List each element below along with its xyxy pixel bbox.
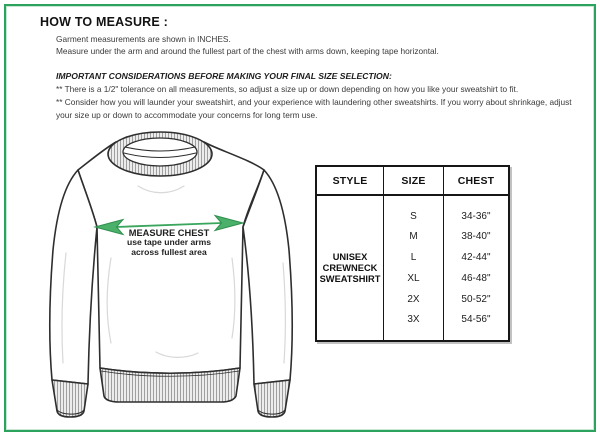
sweatshirt-illustration: [36, 128, 302, 426]
sweatshirt-line-art: [36, 128, 302, 426]
column-header-chest: CHEST: [444, 167, 508, 196]
chest-value: 54-56": [461, 314, 491, 326]
intro-line: Garment measurements are shown in INCHES.: [56, 34, 231, 44]
size-value: XL: [407, 272, 420, 284]
style-line: SWEATSHIRT: [319, 273, 381, 284]
collar-opening: [123, 138, 197, 166]
size-value: S: [410, 210, 417, 222]
chest-column: [443, 167, 508, 340]
chest-value: 34-36": [461, 210, 491, 222]
size-values: [384, 196, 443, 340]
style-line: UNISEX: [332, 251, 368, 262]
intro-line: Measure under the arm and around the fullest part of the chest with arms down, keeping tape horizontal.: [56, 46, 439, 56]
size-value: 3X: [407, 314, 420, 326]
page-title: HOW TO MEASURE :: [40, 15, 168, 29]
considerations-heading: IMPORTANT CONSIDERATIONS BEFORE MAKING YOUR FINAL SIZE SELECTION:: [56, 71, 392, 81]
chest-value: 46-48": [461, 272, 491, 284]
size-column: [383, 167, 443, 340]
left-sleeve: [50, 170, 97, 384]
chest-value: 42-44": [461, 252, 491, 264]
measure-label-line: use tape under arms: [126, 237, 212, 247]
body-outline: [78, 142, 264, 373]
size-value: M: [409, 231, 418, 243]
measure-chest-label: [97, 228, 241, 257]
size-value: 2X: [407, 293, 420, 305]
size-value: L: [410, 252, 417, 264]
chest-values: [444, 196, 508, 340]
measure-label-line: across fullest area: [131, 246, 207, 257]
style-column: [317, 167, 383, 340]
note-line: ** There is a 1/2" tolerance on all measurements, so adjust a size up or down depending on how you like your sweatshirt to fit.: [56, 84, 519, 94]
size-chart-table: [315, 165, 510, 342]
chest-value: 38-40": [461, 231, 491, 243]
considerations-section: [56, 70, 584, 122]
style-line: CREWNECK: [322, 262, 378, 273]
intro-text: [56, 33, 586, 57]
chest-value: 50-52": [461, 293, 491, 305]
note-line: ** Consider how you will launder your sweatshirt, and your experience with laundering other sweatshirts. If you worry about shrinkage, adjust your size up or down to accommodate your concerns for long term use.: [56, 97, 572, 120]
waistband: [100, 368, 240, 402]
measure-label-title: MEASURE CHEST: [128, 228, 210, 238]
column-header-style: STYLE: [317, 167, 383, 196]
style-cell: [317, 196, 383, 340]
column-header-size: SIZE: [384, 167, 443, 196]
